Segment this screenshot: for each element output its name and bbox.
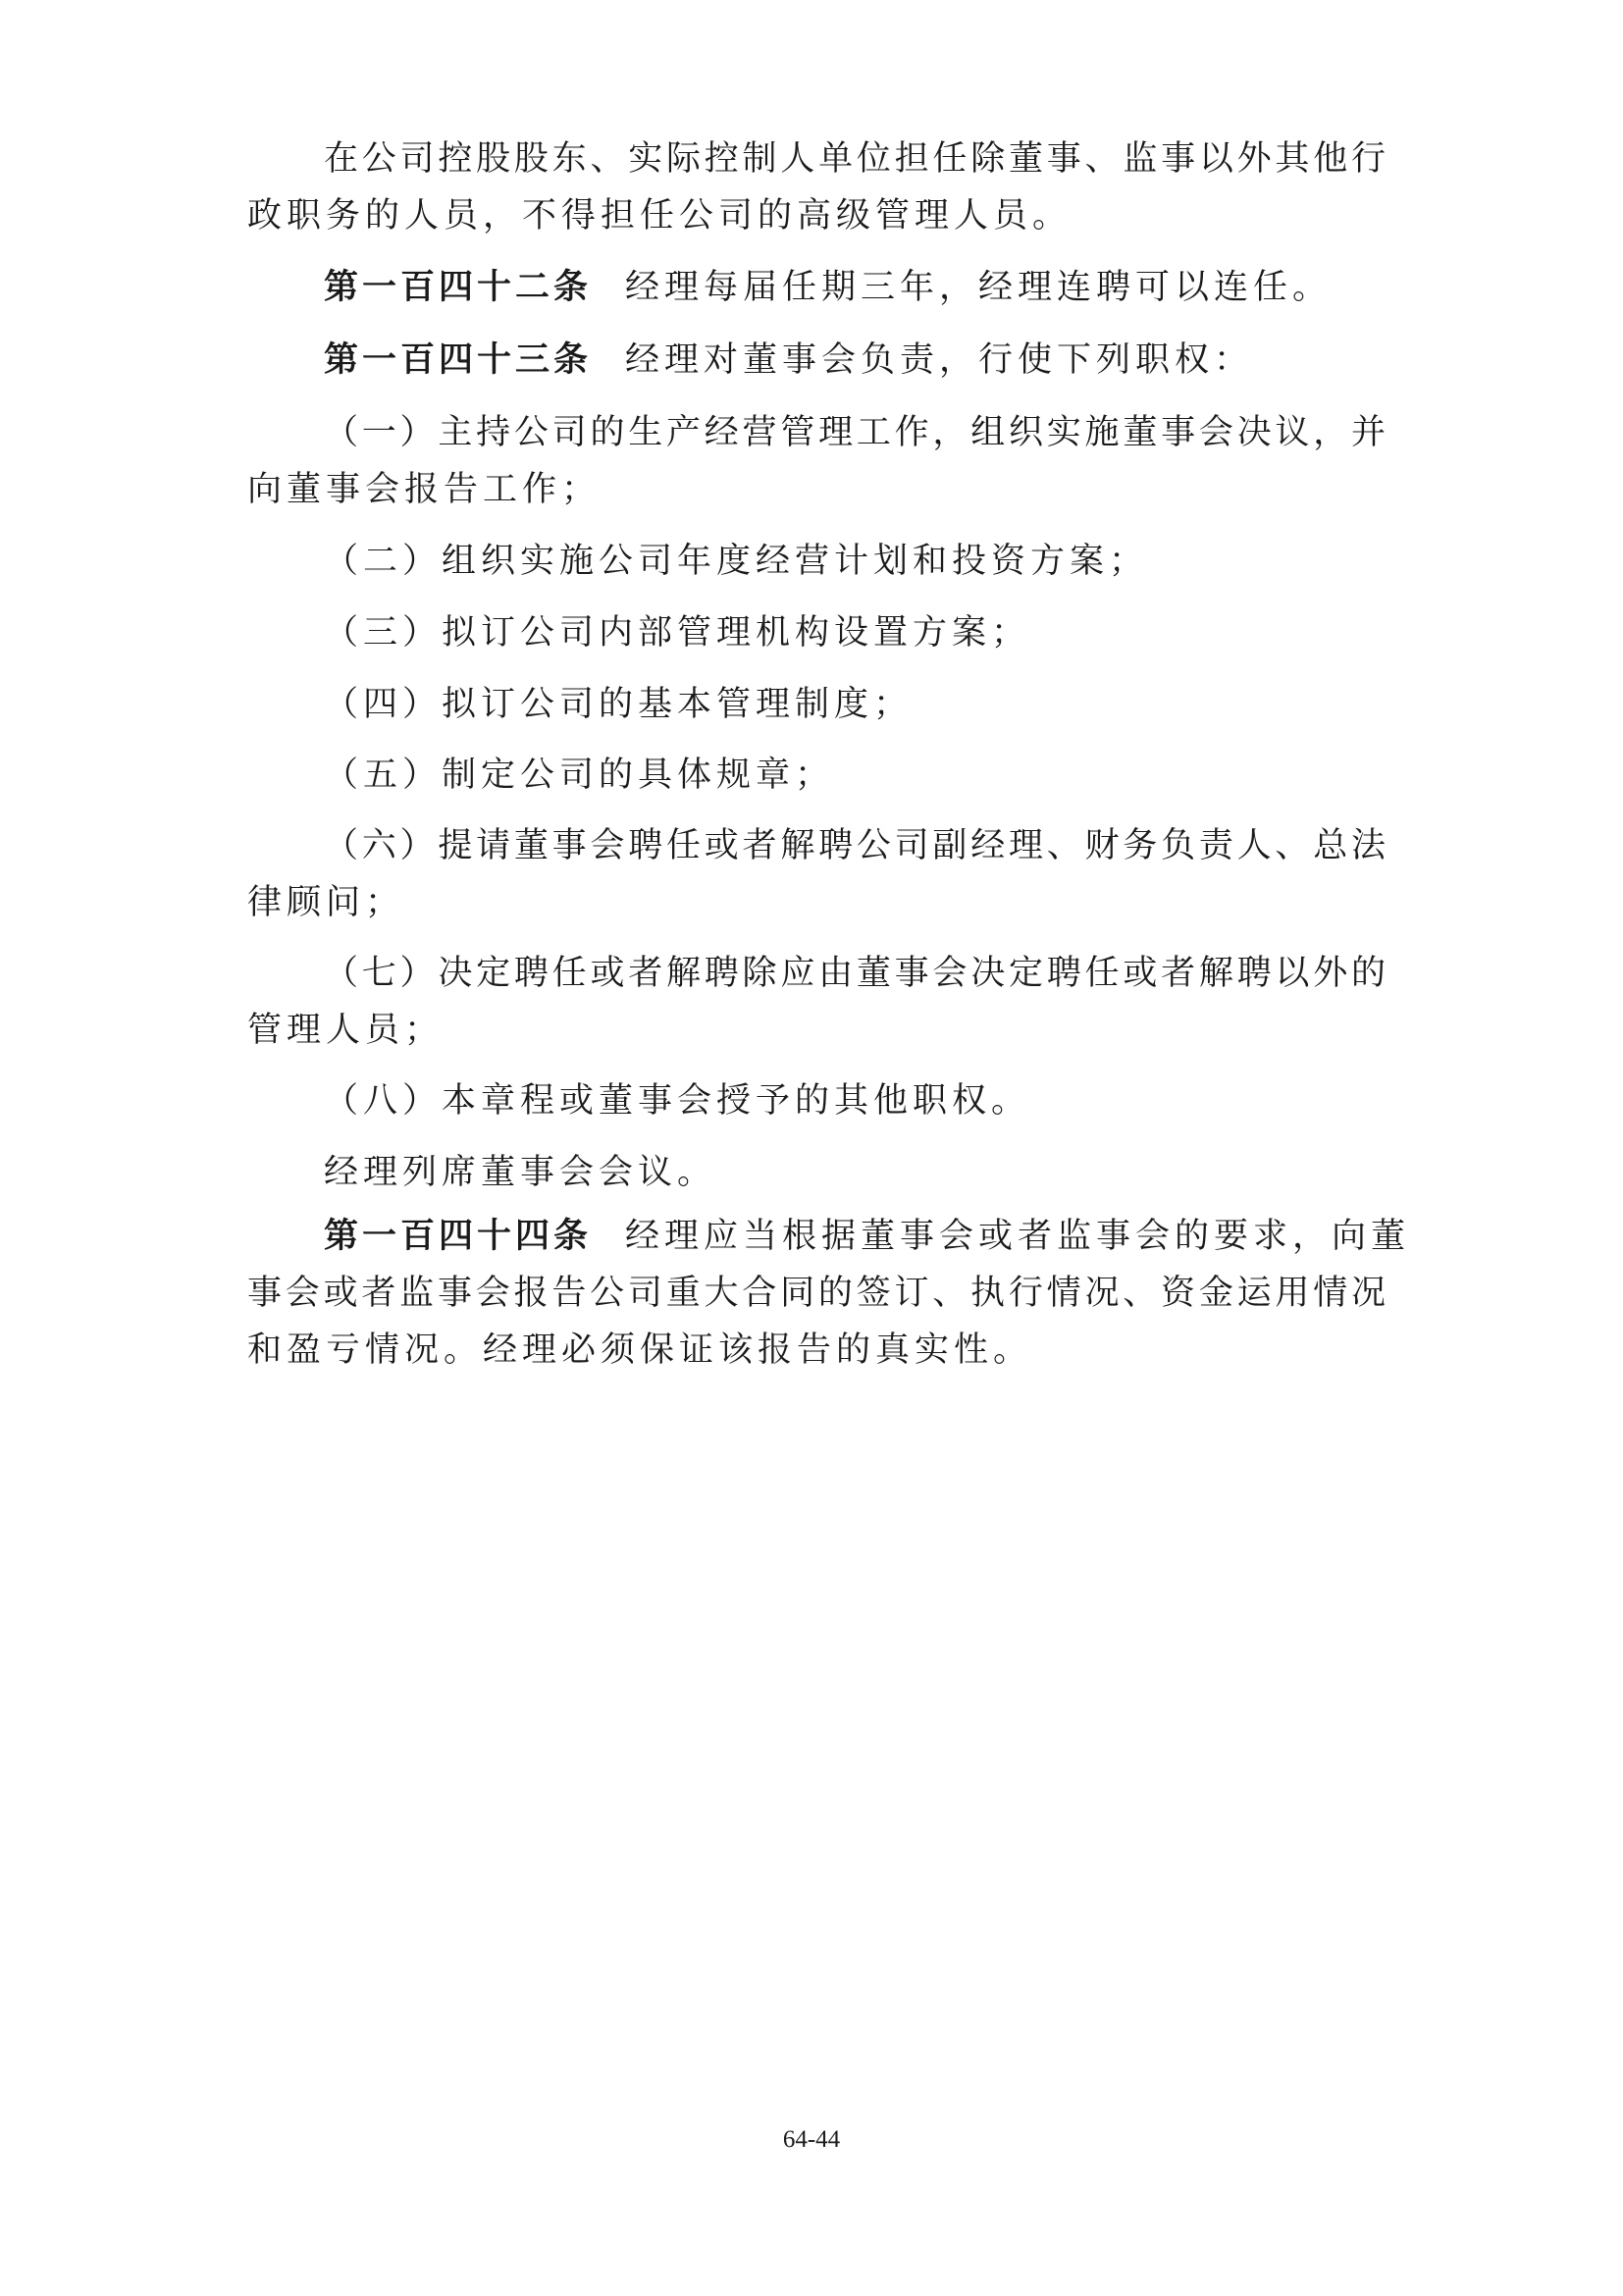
list-item-line: （一）主持公司的生产经营管理工作，组织实施董事会决议，并 (324, 413, 1386, 452)
list-item: （五）制定公司的具体规章； (324, 756, 835, 795)
list-item-line: （七）决定聘任或者解聘除应由董事会决定聘任或者解聘以外的 (324, 954, 1386, 993)
list-item: （二）组织实施公司年度经营计划和投资方案； (324, 542, 1149, 581)
paragraph-line: 在公司控股股东、实际控制人单位担任除董事、监事以外其他行 (324, 139, 1386, 179)
paragraph-line: 政职务的人员，不得担任公司的高级管理人员。 (247, 196, 1073, 235)
paragraph-line: 和盈亏情况。经理必须保证该报告的真实性。 (247, 1331, 1033, 1370)
list-item-line: 律顾问； (247, 883, 405, 922)
list-item-line: 向董事会报告工作； (247, 470, 602, 509)
article-heading: 第一百四十二条 (324, 268, 593, 307)
article-heading: 第一百四十三条 (324, 340, 593, 380)
list-item: （三）拟订公司内部管理机构设置方案； (324, 613, 1031, 652)
article-142 (324, 264, 1462, 311)
article-143 (324, 337, 1462, 384)
article-144 (324, 1213, 1462, 1260)
article-text: 经理每届任期三年，经理连聘可以连任。 (625, 268, 1333, 307)
list-item-line: 管理人员； (247, 1011, 445, 1050)
list-item-line: （六）提请董事会聘任或者解聘公司副经理、财务负责人、总法 (324, 826, 1386, 865)
paragraph-line: 事会或者监事会报告公司重大合同的签订、执行情况、资金运用情况 (247, 1274, 1386, 1313)
list-item: （八）本章程或董事会授予的其他职权。 (324, 1081, 1031, 1121)
article-text: 经理对董事会负责，行使下列职权： (625, 340, 1254, 380)
paragraph-line: 经理列席董事会会议。 (324, 1153, 717, 1192)
article-text: 经理应当根据董事会或者监事会的要求，向董 (625, 1217, 1411, 1256)
list-item: （四）拟订公司的基本管理制度； (324, 685, 914, 724)
page-number: 64-44 (782, 2126, 841, 2153)
article-heading: 第一百四十四条 (324, 1217, 593, 1256)
